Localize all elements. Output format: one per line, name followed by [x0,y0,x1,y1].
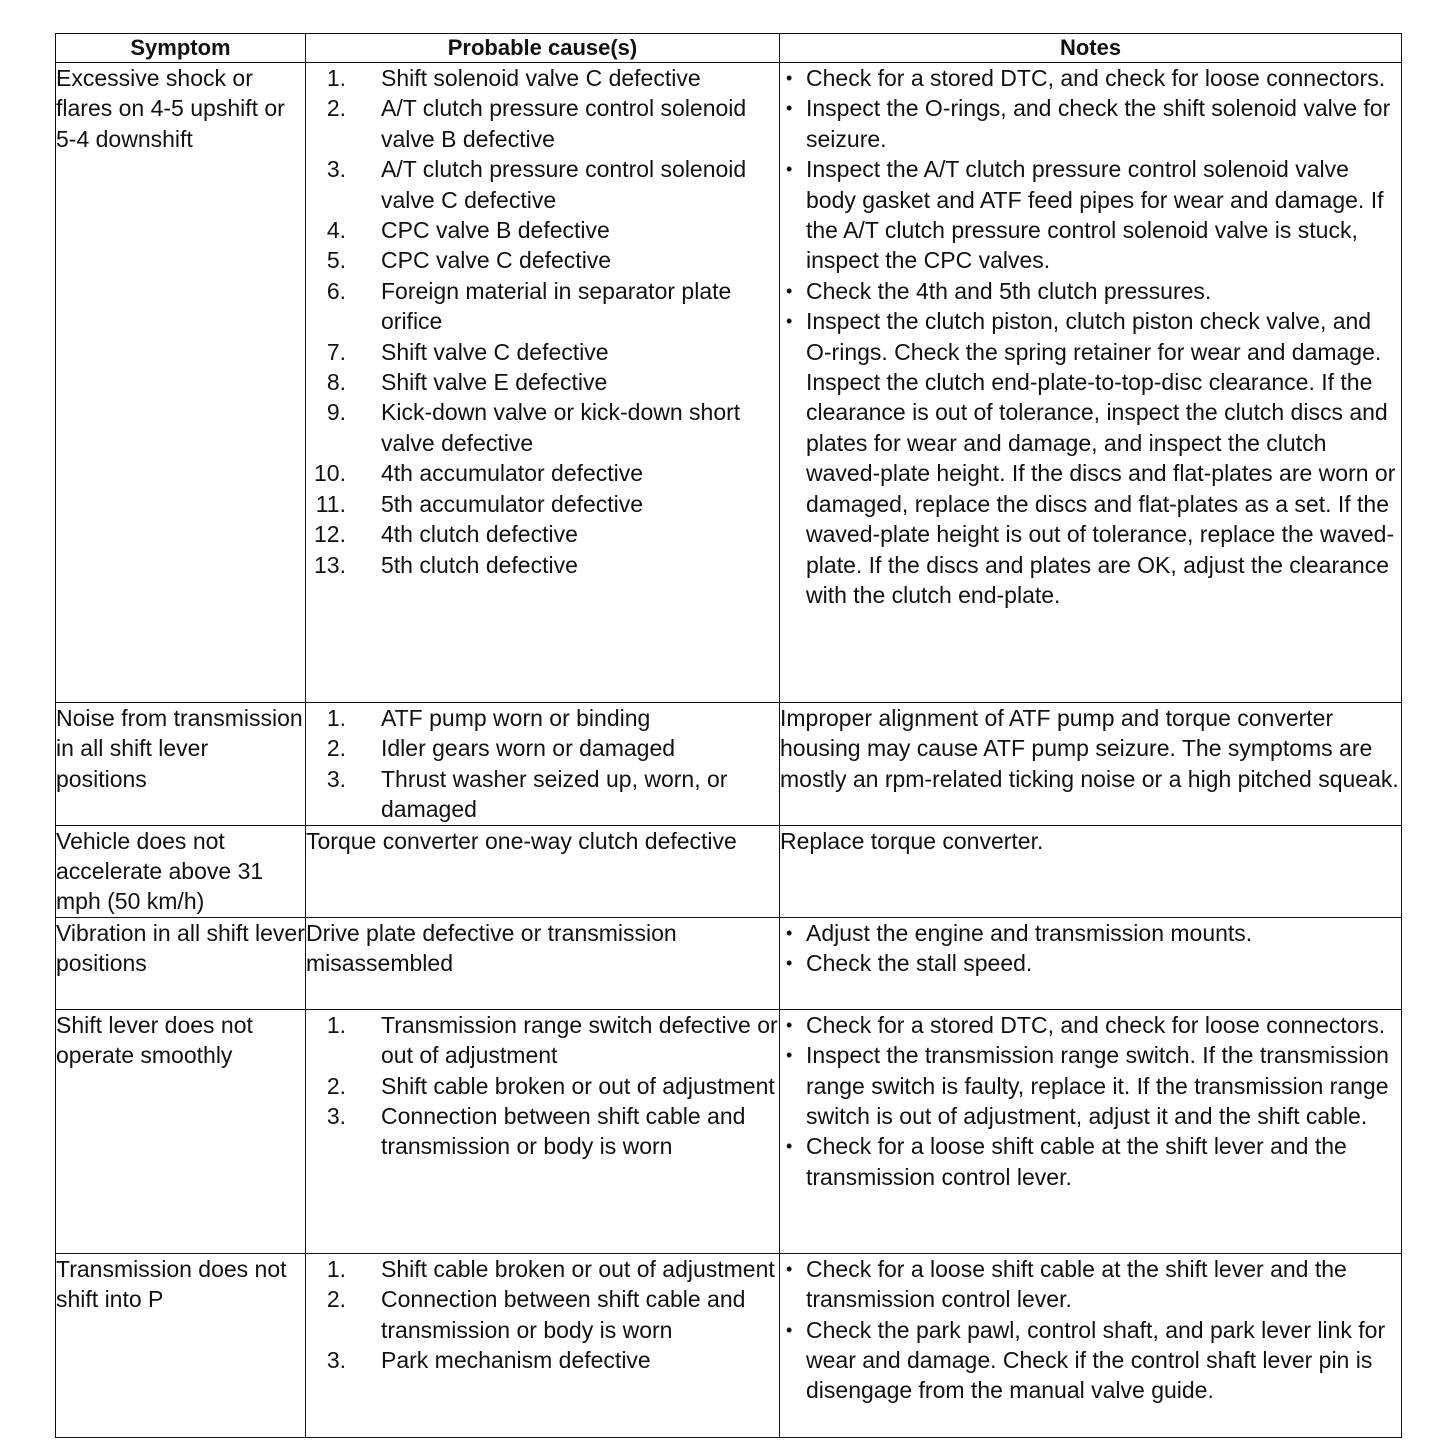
cause-item [306,215,779,245]
cause-number: 1. [326,1011,346,1038]
notes-list [780,1010,1401,1192]
note-item: • Inspect the O-rings, and check the shift solenoid valve for seizure. [780,93,1401,154]
header-notes: Notes [780,34,1402,63]
cause-text: 4th clutch defective [381,521,578,548]
symptom-cell: Noise from transmission in all shift lever positions [56,703,306,826]
cause-number: 3. [326,765,346,792]
cause-item [306,1071,779,1101]
cause-item [306,1101,779,1162]
cause-text: 5th clutch defective [381,551,578,578]
cause-number: 4. [326,217,346,244]
notes-cell [780,1009,1402,1253]
cause-number: 1. [326,65,346,91]
cause-paragraph: Drive plate defective or transmission misassembled [306,919,677,977]
cause-number: 10. [314,460,346,487]
cause-text: Shift cable broken or out of adjustment [381,1072,775,1099]
header-row [56,34,1402,63]
note-item: • Check for a stored DTC, and check for loose connectors. [780,63,1401,93]
cause-item [306,764,779,825]
table-row [56,825,1402,917]
table-row [56,703,1402,826]
cause-number: 9. [326,399,346,426]
header-symptom: Symptom [56,34,306,63]
cause-cell [306,63,780,703]
cause-item [306,63,779,93]
cause-item [306,519,779,549]
note-paragraph: Replace torque converter. [780,827,1044,854]
table-row [56,63,1402,703]
cause-number: 3. [326,1103,346,1130]
cause-text: Idler gears worn or damaged [381,735,676,762]
cause-text: CPC valve C defective [381,247,612,274]
cause-text: Shift valve E defective [381,369,608,396]
cause-item [306,1284,779,1345]
cause-number: 2. [326,1072,346,1099]
cause-number: 8. [326,369,346,396]
cause-cell [306,917,780,1009]
cause-item [306,733,779,763]
troubleshooting-table [55,33,1402,1438]
cause-number: 7. [326,338,346,365]
cause-number: 6. [326,277,346,304]
cause-text: A/T clutch pressure control solenoid valve C defective [381,156,747,213]
note-item: • Adjust the engine and transmission mounts. [780,918,1401,948]
cause-text: A/T clutch pressure control solenoid valve B defective [381,95,747,152]
cause-text: Thrust washer seized up, worn, or damaged [381,765,728,823]
cause-cell [306,825,780,917]
cause-text: ATF pump worn or binding [381,705,651,731]
symptom-cell: Vibration in all shift lever positions [56,917,306,1009]
cause-text: CPC valve B defective [381,217,610,244]
notes-list [780,918,1401,979]
cause-text: Transmission range switch defective or out of adjustment [381,1011,778,1069]
table-row [56,1253,1402,1437]
note-item: • Check for a loose shift cable at the shift lever and the transmission control lever. [780,1131,1401,1192]
table-row [56,1009,1402,1253]
cause-item [306,154,779,215]
cause-item [306,93,779,154]
symptom-cell: Vehicle does not accelerate above 31 mph (50 km/h) [56,825,306,917]
cause-text: 5th accumulator defective [381,490,644,517]
cause-number: 2. [326,95,346,122]
note-item: • Inspect the clutch piston, clutch piston check valve, and O-rings. Check the spring retainer for wear and damage. Inspect the clutch end-plate-to-top-disc clearance. If the clearance is out of tolerance, inspect the clutch discs and plates for wear and damage, and inspect the clutch waved-plate height. If the discs and flat-plates are worn or damaged, replace the discs and flat-plates as a set. If the waved-plate height is out of tolerance, replace the waved-plate. If the discs and plates are OK, adjust the clearance with the clutch end-plate. [780,306,1401,610]
notes-cell [780,1253,1402,1437]
cause-item [306,245,779,275]
symptom-cell: Shift lever does not operate smoothly [56,1009,306,1253]
notes-list [780,63,1401,610]
cause-cell [306,703,780,826]
cause-item [306,276,779,337]
header-probable-causes: Probable cause(s) [306,34,780,63]
cause-number: 13. [314,551,346,578]
cause-text: Park mechanism defective [381,1347,651,1374]
note-item: • Check for a loose shift cable at the shift lever and the transmission control lever. [780,1254,1401,1315]
cause-number: 11. [315,490,346,517]
note-item: • Check for a stored DTC, and check for loose connectors. [780,1010,1401,1040]
cause-text: Foreign material in separator plate orifice [381,277,732,335]
cause-list [306,1010,779,1162]
cause-text: Shift solenoid valve C defective [381,65,701,91]
notes-list [780,1254,1401,1406]
cause-item [306,550,779,580]
cause-paragraph: Torque converter one-way clutch defective [306,827,737,854]
cause-list [306,63,779,580]
cause-list [306,703,779,825]
note-item: • Check the 4th and 5th clutch pressures. [780,276,1401,306]
cause-item [306,1254,779,1284]
notes-cell [780,917,1402,1009]
symptom-cell: Transmission does not shift into P [56,1253,306,1437]
notes-cell [780,703,1402,826]
cause-cell [306,1253,780,1437]
cause-number: 1. [326,1255,346,1282]
cause-number: 5. [326,247,346,274]
cause-number: 3. [326,1347,346,1374]
cause-item [306,489,779,519]
cause-text: Connection between shift cable and transmission or body is worn [381,1103,746,1160]
cause-item [306,337,779,367]
cause-number: 2. [326,1286,346,1313]
cause-number: 2. [326,735,346,762]
table-row [56,917,1402,1009]
note-paragraph: Improper alignment of ATF pump and torque converter housing may cause ATF pump seizure. The symptoms are mostly an rpm-related ticking noise or a high pitched squeak. [780,705,1399,792]
cause-text: Shift cable broken or out of adjustment [381,1255,775,1282]
cause-text: Shift valve C defective [381,338,609,365]
cause-text: Kick-down valve or kick-down short valve defective [381,399,741,456]
note-item: • Inspect the transmission range switch. If the transmission range switch is faulty, replace it. If the transmission range switch is out of adjustment, adjust it and the shift cable. [780,1040,1401,1131]
note-item: • Check the stall speed. [780,948,1401,978]
cause-item [306,397,779,458]
notes-cell [780,63,1402,703]
note-item: • Check the park pawl, control shaft, and park lever link for wear and damage. Check if the control shaft lever pin is disengage from the manual valve guide. [780,1315,1401,1406]
cause-number: 12. [314,521,346,548]
cause-item [306,1010,779,1071]
cause-item [306,1345,779,1375]
cause-text: 4th accumulator defective [381,460,644,487]
notes-cell [780,825,1402,917]
cause-list [306,1254,779,1376]
cause-cell [306,1009,780,1253]
note-item: • Inspect the A/T clutch pressure control solenoid valve body gasket and ATF feed pipes for wear and damage. If the A/T clutch pressure control solenoid valve is stuck, inspect the CPC valves. [780,154,1401,276]
cause-number: 3. [326,156,346,183]
cause-text: Connection between shift cable and transmission or body is worn [381,1286,746,1343]
cause-number: 1. [326,705,346,731]
cause-item [306,458,779,488]
cause-item [306,703,779,733]
symptom-cell: Excessive shock or flares on 4-5 upshift or 5-4 downshift [56,63,306,703]
cause-item [306,367,779,397]
